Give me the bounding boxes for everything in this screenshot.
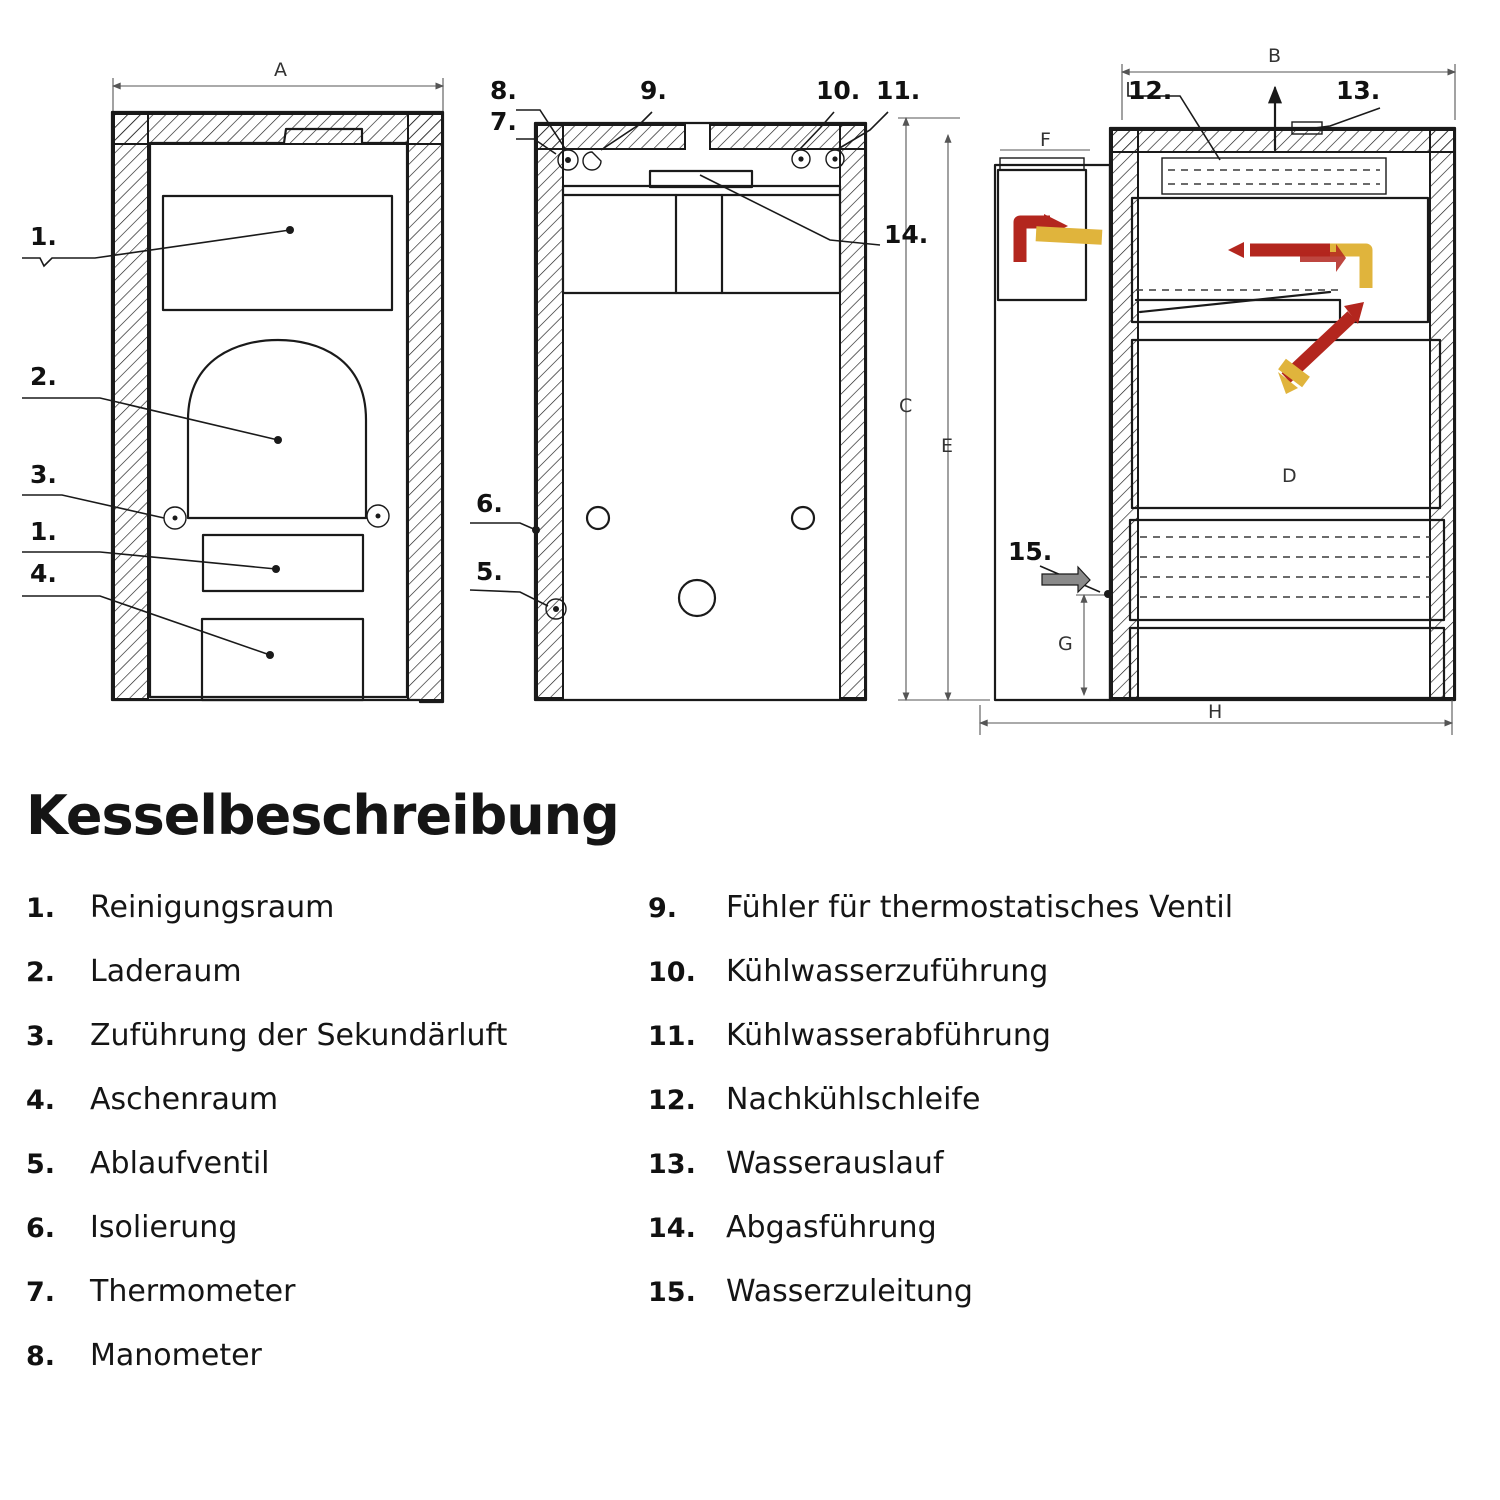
- callout-14: 14.: [884, 220, 929, 249]
- legend-item-number: 8.: [26, 1341, 56, 1372]
- legend-item-number: 4.: [26, 1085, 56, 1116]
- list-item: [26, 1146, 646, 1186]
- list-item: [26, 1082, 646, 1122]
- callout-12: 12.: [1128, 76, 1173, 105]
- legend-item-label: Wasserzuleitung: [726, 1274, 973, 1309]
- dimension-label-g: G: [1058, 633, 1073, 655]
- dimension-label-b: B: [1268, 45, 1282, 67]
- list-item: [26, 1210, 646, 1250]
- dimension-label-e: E: [941, 435, 954, 457]
- legend-item-label: Thermometer: [90, 1274, 296, 1309]
- dimension-g: [1076, 595, 1112, 695]
- legend-item-label: Isolierung: [90, 1210, 238, 1245]
- legend-item-number: 6.: [26, 1213, 56, 1244]
- callout-15: 15.: [1008, 537, 1053, 566]
- list-item: [26, 954, 646, 994]
- callout-13: 13.: [1336, 76, 1381, 105]
- dimension-label-h: H: [1208, 701, 1223, 723]
- legend-item-number: 11.: [648, 1021, 696, 1052]
- legend-item-number: 15.: [648, 1277, 696, 1308]
- legend-item-label: Ablaufventil: [90, 1146, 270, 1181]
- list-item: [648, 1274, 1478, 1314]
- legend-section: [0, 762, 1500, 1500]
- dimension-label-c: C: [899, 395, 913, 417]
- legend-item-number: 9.: [648, 893, 678, 924]
- dimension-label-a: A: [274, 59, 287, 81]
- legend-item-label: Kühlwasserabführung: [726, 1018, 1051, 1053]
- list-item: [26, 1338, 646, 1378]
- legend-item-label: Zuführung der Sekundärluft: [90, 1018, 508, 1053]
- list-item: [26, 1274, 646, 1314]
- list-item: [648, 1082, 1478, 1122]
- list-item: [26, 890, 646, 930]
- list-item: [26, 1018, 646, 1058]
- callout-9: 9.: [640, 76, 667, 105]
- legend-title: Kesselbeschreibung: [26, 784, 619, 847]
- callout-1a: 1.: [30, 222, 57, 251]
- legend-item-number: 2.: [26, 957, 56, 988]
- list-item: [648, 890, 1478, 930]
- legend-column-left: [26, 890, 646, 1402]
- legend-item-label: Laderaum: [90, 954, 242, 989]
- callout-5: 5.: [476, 557, 503, 586]
- list-item: [648, 1210, 1478, 1250]
- legend-item-label: Aschenraum: [90, 1082, 279, 1117]
- callout-6: 6.: [476, 489, 503, 518]
- flow-arrows: [1020, 214, 1366, 394]
- callout-7: 7.: [490, 107, 517, 136]
- legend-item-number: 14.: [648, 1213, 696, 1244]
- list-item: [648, 1018, 1478, 1058]
- cutaway-flow-view: [898, 64, 1455, 735]
- dimension-label-f: F: [1040, 129, 1051, 151]
- front-section-view: [22, 78, 443, 702]
- legend-item-label: Wasserauslauf: [726, 1146, 944, 1181]
- list-item: [648, 954, 1478, 994]
- side-section-view: [470, 110, 888, 700]
- legend-item-number: 7.: [26, 1277, 56, 1308]
- legend-item-label: Manometer: [90, 1338, 262, 1373]
- callout-11: 11.: [876, 76, 921, 105]
- legend-item-number: 5.: [26, 1149, 56, 1180]
- legend-item-number: 12.: [648, 1085, 696, 1116]
- legend-item-label: Fühler für thermostatisches Ventil: [726, 890, 1234, 925]
- legend-item-label: Reinigungsraum: [90, 890, 335, 925]
- legend-item-label: Kühlwasserzuführung: [726, 954, 1049, 989]
- list-item: [648, 1146, 1478, 1186]
- callout-1b: 1.: [30, 517, 57, 546]
- legend-item-number: 3.: [26, 1021, 56, 1052]
- callout-8: 8.: [490, 76, 517, 105]
- legend-column-right: [648, 890, 1478, 1338]
- legend-item-number: 10.: [648, 957, 696, 988]
- callout-3: 3.: [30, 460, 57, 489]
- callout-4: 4.: [30, 559, 57, 588]
- legend-item-number: 1.: [26, 893, 56, 924]
- dimension-label-d: D: [1282, 465, 1297, 487]
- callout-10: 10.: [816, 76, 861, 105]
- legend-item-label: Nachkühlschleife: [726, 1082, 981, 1117]
- legend-item-label: Abgasführung: [726, 1210, 937, 1245]
- callout-2: 2.: [30, 362, 57, 391]
- legend-item-number: 13.: [648, 1149, 696, 1180]
